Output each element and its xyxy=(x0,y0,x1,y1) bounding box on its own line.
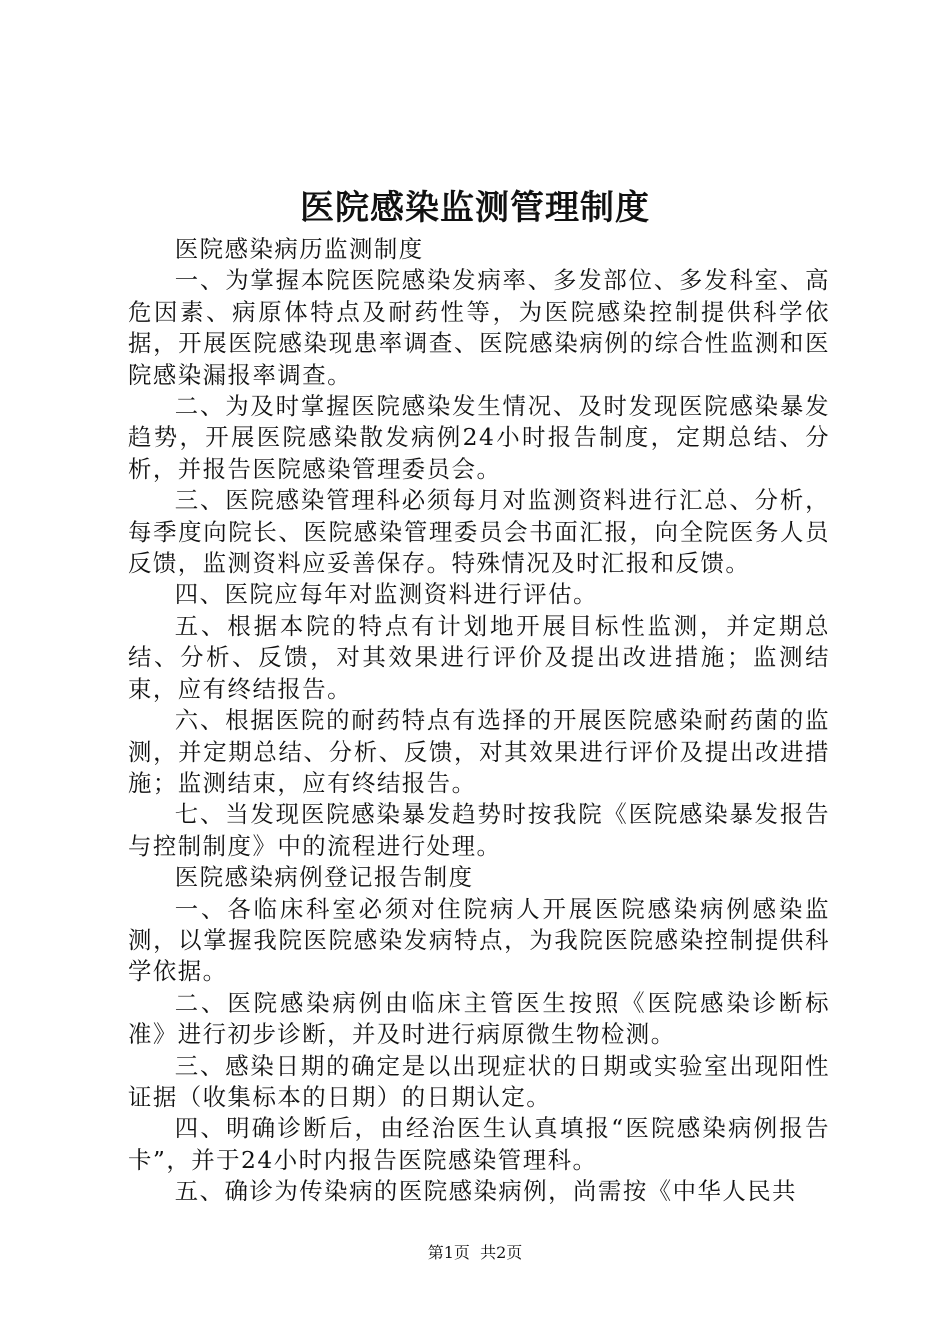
paragraph: 四、明确诊断后，由经治医生认真填报“医院感染病例报告卡”，并于24小时内报告医院感染管理科。 xyxy=(128,1114,830,1174)
paragraph: 一、各临床科室必须对住院病人开展医院感染病例感染监测，以掌握我院医院感染发病特点，为我院医院感染控制提供科学依据。 xyxy=(128,894,830,986)
paragraph: 三、感染日期的确定是以出现症状的日期或实验室出现阳性证据（收集标本的日期）的日期认定。 xyxy=(128,1051,830,1111)
paragraph: 三、医院感染管理科必须每月对监测资料进行汇总、分析，每季度向院长、医院感染管理委员会书面汇报，向全院医务人员反馈，监测资料应妥善保存。特殊情况及时汇报和反馈。 xyxy=(128,486,830,578)
paragraph: 四、医院应每年对监测资料进行评估。 xyxy=(174,580,598,609)
paragraph: 五、确诊为传染病的医院感染病例，尚需按《中华人民共 xyxy=(174,1177,798,1206)
paragraph: 六、根据医院的耐药特点有选择的开展医院感染耐药菌的监测，并定期总结、分析、反馈，对其效果进行评价及提出改进措施；监测结束，应有终结报告。 xyxy=(128,706,830,797)
page-number: 第1页 共2页 xyxy=(427,1243,523,1262)
section-heading: 医院感染病历监测制度 xyxy=(174,235,424,263)
paragraph: 七、当发现医院感染暴发趋势时按我院《医院感染暴发报告与控制制度》中的流程进行处理。 xyxy=(128,800,830,860)
paragraph: 二、为及时掌握医院感染发生情况、及时发现医院感染暴发趋势，开展医院感染散发病例24小时报告制度，定期总结、分析，并报告医院感染管理委员会。 xyxy=(128,392,830,483)
page-footer xyxy=(0,1242,950,1264)
document-body xyxy=(128,234,830,1208)
paragraph: 一、为掌握本院医院感染发病率、多发部位、多发科室、高危因素、病原体特点及耐药性等，为医院感染控制提供科学依据，开展医院感染现患率调查、医院感染病例的综合性监测和医院感染漏报率调查。 xyxy=(128,266,830,389)
document-title: 医院感染监测管理制度 xyxy=(300,188,650,228)
section-heading: 医院感染病例登记报告制度 xyxy=(174,863,474,892)
paragraph: 二、医院感染病例由临床主管医生按照《医院感染诊断标准》进行初步诊断，并及时进行病原微生物检测。 xyxy=(128,988,830,1049)
paragraph: 五、根据本院的特点有计划地开展目标性监测，并定期总结、分析、反馈，对其效果进行评价及提出改进措施；监测结束，应有终结报告。 xyxy=(128,611,830,703)
